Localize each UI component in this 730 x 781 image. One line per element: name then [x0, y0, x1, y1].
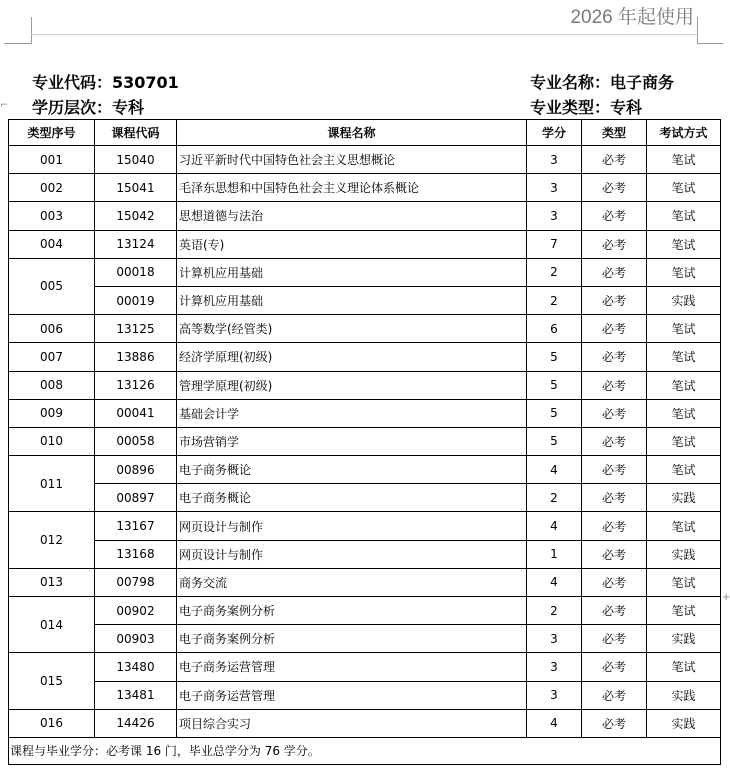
cell-name: 网页设计与制作 [177, 512, 527, 540]
table-row [9, 399, 721, 427]
header-rule [31, 34, 697, 35]
cell-seq: 010 [9, 427, 95, 455]
cell-code: 13481 [95, 681, 177, 709]
cell-type: 必考 [582, 540, 647, 568]
table-row [9, 202, 721, 230]
cell-exam: 笔试 [647, 597, 721, 625]
table-row [9, 146, 721, 174]
crop-mark-top-left-horizontal [4, 43, 31, 44]
cell-credit: 2 [527, 258, 582, 286]
cell-exam: 笔试 [647, 230, 721, 258]
cell-credit: 5 [527, 343, 582, 371]
cell-name: 计算机应用基础 [177, 258, 527, 286]
cell-exam: 笔试 [647, 653, 721, 681]
cell-exam: 笔试 [647, 371, 721, 399]
cell-name: 经济学原理(初级) [177, 343, 527, 371]
cell-type: 必考 [582, 427, 647, 455]
header-credit: 学分 [527, 120, 582, 146]
cell-name: 高等数学(经管类) [177, 315, 527, 343]
cell-credit: 5 [527, 371, 582, 399]
cell-seq: 001 [9, 146, 95, 174]
cell-name: 电子商务概论 [177, 456, 527, 484]
table-row [9, 568, 721, 596]
cell-code: 00896 [95, 456, 177, 484]
cell-type: 必考 [582, 568, 647, 596]
cell-code: 13125 [95, 315, 177, 343]
cell-seq: 007 [9, 343, 95, 371]
major-name: 专业名称：电子商务 [530, 73, 675, 92]
cell-code: 00019 [95, 286, 177, 314]
cell-type: 必考 [582, 343, 647, 371]
cell-exam: 实践 [647, 484, 721, 512]
header-exam: 考试方式 [647, 120, 721, 146]
cell-credit: 4 [527, 512, 582, 540]
cell-type: 必考 [582, 399, 647, 427]
table-row [9, 681, 721, 709]
cell-credit: 6 [527, 315, 582, 343]
summary-text: 课程与毕业学分：必考课 16 门，毕业总学分为 76 学分。 [9, 737, 721, 764]
cell-name: 管理学原理(初级) [177, 371, 527, 399]
major-code: 专业代码：530701 [32, 73, 179, 92]
paragraph-marker-icon: ⌐ [0, 100, 9, 111]
cell-type: 必考 [582, 625, 647, 653]
table-row [9, 343, 721, 371]
cell-exam: 笔试 [647, 258, 721, 286]
cell-exam: 笔试 [647, 202, 721, 230]
cell-credit: 4 [527, 456, 582, 484]
cell-type: 必考 [582, 174, 647, 202]
cell-code: 13167 [95, 512, 177, 540]
cell-name: 毛泽东思想和中国特色社会主义理论体系概论 [177, 174, 527, 202]
cell-name: 电子商务运营管理 [177, 681, 527, 709]
table-row [9, 709, 721, 737]
cell-name: 电子商务案例分析 [177, 597, 527, 625]
cell-type: 必考 [582, 456, 647, 484]
cell-name: 项目综合实习 [177, 709, 527, 737]
cell-type: 必考 [582, 258, 647, 286]
cell-code: 13124 [95, 230, 177, 258]
course-plan-table [8, 119, 721, 765]
cell-type: 必考 [582, 315, 647, 343]
cell-type: 必考 [582, 146, 647, 174]
table-row [9, 427, 721, 455]
cell-exam: 实践 [647, 625, 721, 653]
cell-name: 电子商务案例分析 [177, 625, 527, 653]
cell-seq: 002 [9, 174, 95, 202]
summary-row [9, 737, 721, 764]
table-row [9, 286, 721, 314]
cell-credit: 3 [527, 202, 582, 230]
table-row [9, 540, 721, 568]
cell-seq: 016 [9, 709, 95, 737]
cell-credit: 2 [527, 597, 582, 625]
cell-code: 00897 [95, 484, 177, 512]
cell-seq: 014 [9, 597, 95, 653]
cell-code: 00041 [95, 399, 177, 427]
cell-type: 必考 [582, 512, 647, 540]
cell-code: 00058 [95, 427, 177, 455]
cell-code: 00903 [95, 625, 177, 653]
cell-seq: 011 [9, 456, 95, 512]
header-seq: 类型序号 [9, 120, 95, 146]
cell-type: 必考 [582, 484, 647, 512]
cell-credit: 5 [527, 427, 582, 455]
cell-seq: 003 [9, 202, 95, 230]
cell-name: 网页设计与制作 [177, 540, 527, 568]
table-row [9, 174, 721, 202]
major-type: 专业类型：专科 [530, 98, 643, 117]
cell-credit: 2 [527, 286, 582, 314]
cell-exam: 笔试 [647, 512, 721, 540]
table-row [9, 230, 721, 258]
table-row [9, 597, 721, 625]
cell-exam: 实践 [647, 540, 721, 568]
cell-exam: 笔试 [647, 568, 721, 596]
cell-type: 必考 [582, 597, 647, 625]
cell-code: 13480 [95, 653, 177, 681]
cell-exam: 笔试 [647, 456, 721, 484]
cell-code: 13126 [95, 371, 177, 399]
cell-seq: 013 [9, 568, 95, 596]
cell-name: 电子商务运营管理 [177, 653, 527, 681]
cell-credit: 3 [527, 174, 582, 202]
cell-name: 思想道德与法治 [177, 202, 527, 230]
cell-credit: 5 [527, 399, 582, 427]
cell-name: 基础会计学 [177, 399, 527, 427]
cell-code: 13886 [95, 343, 177, 371]
table-row [9, 653, 721, 681]
table-row [9, 625, 721, 653]
cell-seq: 009 [9, 399, 95, 427]
cell-credit: 1 [527, 540, 582, 568]
course-table-body [9, 146, 721, 738]
cell-type: 必考 [582, 709, 647, 737]
cell-code: 15040 [95, 146, 177, 174]
cell-exam: 笔试 [647, 427, 721, 455]
table-row [9, 456, 721, 484]
cell-code: 13168 [95, 540, 177, 568]
cell-seq: 015 [9, 653, 95, 709]
table-row [9, 371, 721, 399]
cell-code: 15042 [95, 202, 177, 230]
cell-exam: 笔试 [647, 343, 721, 371]
cell-seq: 006 [9, 315, 95, 343]
education-level: 学历层次：专科 [32, 98, 145, 117]
header-code: 课程代码 [95, 120, 177, 146]
cell-credit: 7 [527, 230, 582, 258]
crop-mark-top-right-horizontal [697, 43, 723, 44]
cell-seq: 008 [9, 371, 95, 399]
cell-type: 必考 [582, 202, 647, 230]
cell-name: 商务交流 [177, 568, 527, 596]
header-type: 类型 [582, 120, 647, 146]
cell-type: 必考 [582, 371, 647, 399]
cell-name: 习近平新时代中国特色社会主义思想概论 [177, 146, 527, 174]
cell-code: 00798 [95, 568, 177, 596]
cell-exam: 实践 [647, 681, 721, 709]
page-header-text: 2026 年起使用 [570, 7, 694, 28]
cell-credit: 4 [527, 709, 582, 737]
table-row [9, 512, 721, 540]
cell-code: 15041 [95, 174, 177, 202]
cell-type: 必考 [582, 681, 647, 709]
cell-type: 必考 [582, 230, 647, 258]
cell-seq: 012 [9, 512, 95, 568]
cell-exam: 笔试 [647, 315, 721, 343]
table-row [9, 484, 721, 512]
cell-seq: 005 [9, 258, 95, 314]
table-row [9, 258, 721, 286]
cell-name: 电子商务概论 [177, 484, 527, 512]
cell-name: 计算机应用基础 [177, 286, 527, 314]
cell-exam: 实践 [647, 286, 721, 314]
crop-mark-top-right [697, 17, 698, 44]
cell-exam: 笔试 [647, 146, 721, 174]
header-name: 课程名称 [177, 120, 527, 146]
cell-credit: 4 [527, 568, 582, 596]
cell-credit: 3 [527, 653, 582, 681]
cell-exam: 笔试 [647, 399, 721, 427]
cell-code: 14426 [95, 709, 177, 737]
table-resize-handle-icon[interactable]: + [722, 592, 730, 603]
table-row [9, 315, 721, 343]
cell-exam: 笔试 [647, 174, 721, 202]
cell-type: 必考 [582, 653, 647, 681]
crop-mark-top-left [31, 17, 32, 44]
cell-code: 00018 [95, 258, 177, 286]
cell-type: 必考 [582, 286, 647, 314]
cell-seq: 004 [9, 230, 95, 258]
cell-credit: 3 [527, 625, 582, 653]
cell-name: 英语(专) [177, 230, 527, 258]
cell-exam: 实践 [647, 709, 721, 737]
cell-credit: 3 [527, 681, 582, 709]
cell-code: 00902 [95, 597, 177, 625]
cell-credit: 3 [527, 146, 582, 174]
cell-name: 市场营销学 [177, 427, 527, 455]
table-header-row [9, 120, 721, 146]
cell-credit: 2 [527, 484, 582, 512]
